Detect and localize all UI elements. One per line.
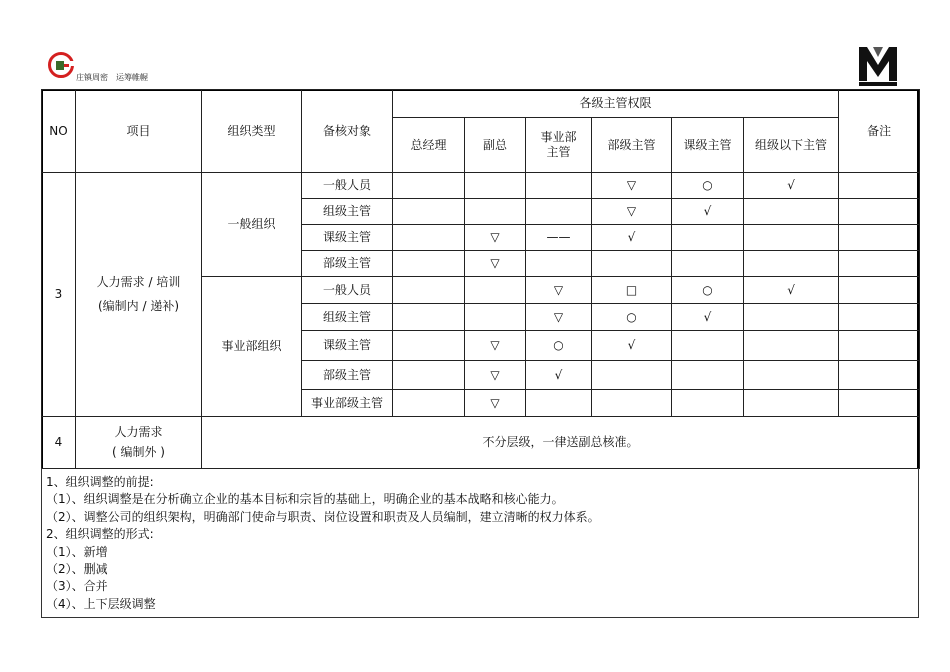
- mark-cell: [744, 304, 839, 331]
- org-type-cell: 一般组织: [202, 173, 302, 277]
- target-cell: 部级主管: [302, 251, 393, 277]
- header-level: 组级以下主管: [744, 118, 839, 173]
- row4-note: 不分层级，一律送副总核准。: [202, 417, 920, 469]
- mark-cell: [744, 361, 839, 390]
- mark-cell: ——: [526, 225, 592, 251]
- mark-cell: [672, 390, 744, 417]
- mark-cell: √: [672, 199, 744, 225]
- row-no: 3: [42, 173, 76, 417]
- mark-cell: √: [592, 225, 672, 251]
- remark-cell: [839, 173, 920, 199]
- target-cell: 课级主管: [302, 331, 393, 361]
- mark-cell: ▽: [465, 251, 526, 277]
- header-level: 课级主管: [672, 118, 744, 173]
- mark-cell: [393, 390, 465, 417]
- mark-cell: [744, 225, 839, 251]
- header-level: 总经理: [393, 118, 465, 173]
- note-line: （2）、调整公司的组织架构，明确部门使命与职责、岗位设置和职责及人员编制，建立清晰的权力体系。: [46, 509, 600, 524]
- mark-cell: √: [744, 277, 839, 304]
- mark-cell: [393, 277, 465, 304]
- company-tagline: 庄镇周密 运筹帷幄: [76, 73, 148, 82]
- target-cell: 一般人员: [302, 173, 393, 199]
- mark-cell: ▽: [592, 199, 672, 225]
- row-item-line: ( 编制外 ): [112, 445, 165, 459]
- note-line: （1）、新增: [46, 544, 108, 559]
- mark-cell: [592, 390, 672, 417]
- mark-cell: [526, 390, 592, 417]
- note-line: （2）、删减: [46, 562, 108, 577]
- mark-cell: √: [526, 361, 592, 390]
- mark-cell: ▽: [526, 304, 592, 331]
- mark-cell: [393, 361, 465, 390]
- mark-cell: [526, 173, 592, 199]
- remark-cell: [839, 390, 920, 417]
- mark-cell: ▽: [526, 277, 592, 304]
- mark-cell: [672, 361, 744, 390]
- target-cell: 课级主管: [302, 225, 393, 251]
- target-cell: 部级主管: [302, 361, 393, 390]
- mark-cell: ▽: [465, 361, 526, 390]
- remark-cell: [839, 225, 920, 251]
- mark-cell: [526, 251, 592, 277]
- mark-cell: [465, 277, 526, 304]
- target-cell: 事业部级主管: [302, 390, 393, 417]
- note-line: （1）、组织调整是在分析确立企业的基本目标和宗旨的基础上，明确企业的基本战略和核心能力。: [46, 492, 564, 507]
- note-line: （3）、合并: [46, 579, 108, 594]
- mark-cell: ▽: [465, 331, 526, 361]
- remark-cell: [839, 304, 920, 331]
- header-level: 事业部 主管: [526, 118, 592, 173]
- mark-cell: ○: [672, 173, 744, 199]
- remark-cell: [839, 361, 920, 390]
- mark-cell: √: [744, 173, 839, 199]
- mark-cell: [393, 331, 465, 361]
- mark-cell: [465, 304, 526, 331]
- header-org-type: 组织类型: [202, 90, 302, 173]
- target-cell: 组级主管: [302, 304, 393, 331]
- header-item: 项目: [76, 90, 202, 173]
- header-level: 副总: [465, 118, 526, 173]
- mark-cell: [393, 173, 465, 199]
- authority-table: [41, 89, 920, 469]
- note-line: 1、组织调整的前提:: [46, 475, 154, 489]
- mark-cell: ▽: [465, 225, 526, 251]
- header-authority: 各级主管权限: [393, 90, 839, 118]
- remark-cell: [839, 251, 920, 277]
- target-cell: 组级主管: [302, 199, 393, 225]
- mark-cell: [393, 304, 465, 331]
- header-remark: 备注: [839, 90, 920, 173]
- remark-cell: [839, 277, 920, 304]
- header-no: NO: [42, 90, 76, 173]
- mark-cell: [744, 390, 839, 417]
- mark-cell: [672, 331, 744, 361]
- header-target: 备核对象: [302, 90, 393, 173]
- mark-cell: ▽: [465, 390, 526, 417]
- remark-cell: [839, 199, 920, 225]
- mark-cell: [744, 199, 839, 225]
- row-item-line: 人力需求: [114, 425, 163, 439]
- mark-cell: [393, 199, 465, 225]
- mark-cell: □: [592, 277, 672, 304]
- header-level: 部级主管: [592, 118, 672, 173]
- row-item-line: 人力需求 / 培训: [96, 275, 181, 289]
- row-item-line: (编制内 / 递补): [97, 299, 180, 313]
- row-no: 4: [42, 417, 76, 469]
- mark-cell: ○: [526, 331, 592, 361]
- notes-section: [41, 468, 919, 618]
- mark-cell: [672, 251, 744, 277]
- company-logo-m-icon: [857, 43, 899, 87]
- mark-cell: √: [592, 331, 672, 361]
- mark-cell: ▽: [592, 173, 672, 199]
- row-item: [76, 417, 202, 469]
- mark-cell: [672, 225, 744, 251]
- remark-cell: [839, 331, 920, 361]
- mark-cell: √: [672, 304, 744, 331]
- mark-cell: [465, 173, 526, 199]
- mark-cell: [592, 251, 672, 277]
- note-line: （4）、上下层级调整: [46, 596, 156, 611]
- mark-cell: [393, 251, 465, 277]
- mark-cell: ○: [672, 277, 744, 304]
- mark-cell: ○: [592, 304, 672, 331]
- mark-cell: [526, 199, 592, 225]
- org-type-cell: 事业部组织: [202, 277, 302, 417]
- target-cell: 一般人员: [302, 277, 393, 304]
- mark-cell: [744, 251, 839, 277]
- mark-cell: [465, 199, 526, 225]
- company-logo-g-icon: [48, 52, 74, 78]
- mark-cell: [744, 331, 839, 361]
- mark-cell: [393, 225, 465, 251]
- mark-cell: [592, 361, 672, 390]
- row-item: [76, 173, 202, 417]
- note-line: 2、组织调整的形式:: [46, 527, 154, 542]
